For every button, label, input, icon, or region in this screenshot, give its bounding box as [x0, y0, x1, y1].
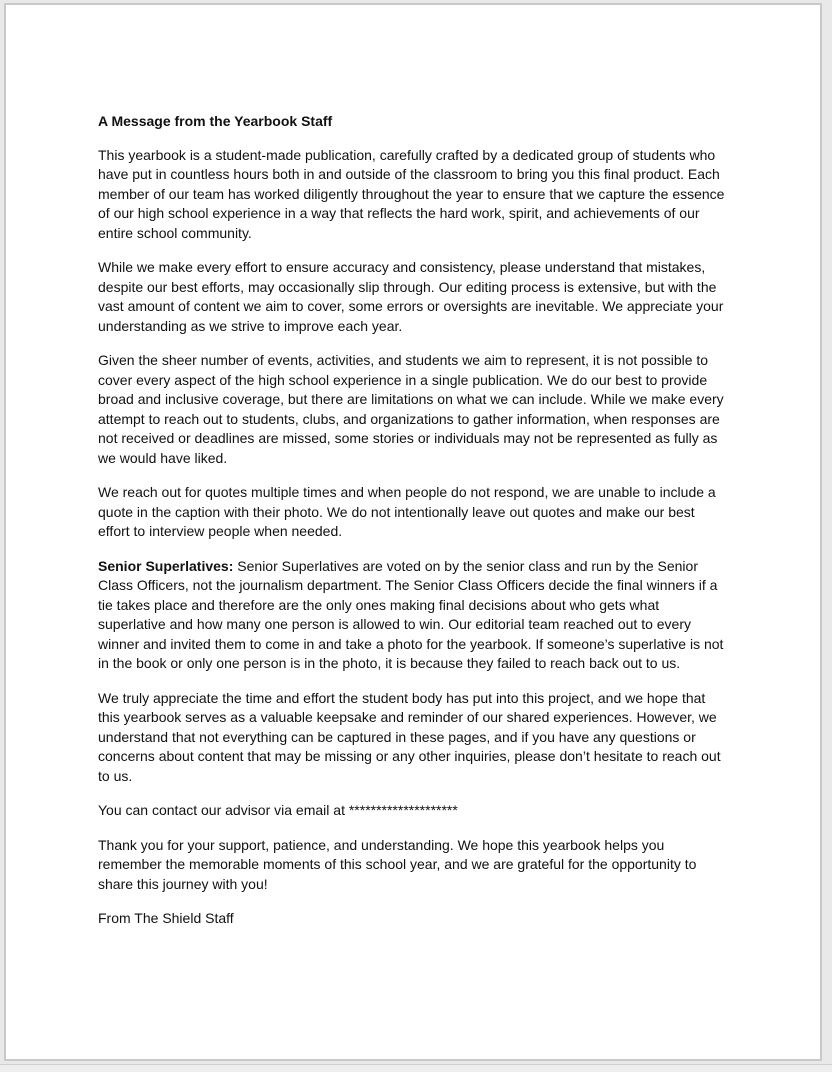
paragraph-accuracy: While we make every effort to ensure accuracy and consistency, please understand that mistakes, despite our best efforts, may occasionally slip through. Our editing process is extensive, but with the vast amount of content we aim to cover, some errors or oversights are inevitable. We appreciate your understanding as we strive to improve each year. [98, 259, 724, 334]
paragraph-contact: You can contact our advisor via email at ******************** [98, 802, 458, 818]
superlatives-label: Senior Superlatives: [98, 557, 234, 574]
next-page-edge [0, 1064, 832, 1072]
document-title: A Message from the Yearbook Staff [98, 113, 333, 129]
superlatives-text: Senior Superlatives are voted on by the senior class and run by the Senior Class Officers, not the journalism department. The Senior Class Officers decide the final winners if a tie takes place and therefore are the only ones making final decisions about who gets what superlative and how many one person is allowed to win. Our editorial team reached out to every winner and invited them to come in and take a photo for the yearbook. If someone’s superlative is not in the book or only one person is in the photo, it is because they failed to reach back out to us. [98, 557, 724, 671]
paragraph-quotes: We reach out for quotes multiple times and when people do not respond, we are unable to include a quote in the caption with their photo. We do not intentionally leave out quotes and make our best effort to interview people when needed. [98, 484, 716, 539]
paragraph-appreciation: We truly appreciate the time and effort the student body has put into this project, and we hope that this yearbook serves as a valuable keepsake and reminder of our shared experiences. However, we understand that not everything can be captured in these pages, and if you have any questions or concerns about content that may be missing or any other inquiries, please don’t hesitate to reach out to us. [98, 689, 721, 784]
signature: From The Shield Staff [98, 910, 234, 926]
document-body [98, 112, 728, 944]
paragraph-intro: This yearbook is a student-made publication, carefully crafted by a dedicated group of students who have put in countless hours both in and outside of the classroom to bring you this final product. Each member of our team has worked diligently throughout the year to ensure that we capture the essence of our high school experience in a way that reflects the hard work, spirit, and achievements of our entire school community. [98, 146, 725, 241]
paragraph-superlatives [98, 557, 728, 674]
paragraph-coverage: Given the sheer number of events, activities, and students we aim to represent, it is not possible to cover every aspect of the high school experience in a single publication. We do our best to provide broad and inclusive coverage, but there are limitations on what we can include. While we make every attempt to reach out to students, clubs, and organizations to gather information, when responses are not received or deadlines are missed, some stories or individuals may not be represented as fully as we would have liked. [98, 352, 724, 466]
paragraph-thanks: Thank you for your support, patience, and understanding. We hope this yearbook helps you remember the memorable moments of this school year, and we are grateful for the opportunity to share this journey with you! [98, 836, 697, 892]
